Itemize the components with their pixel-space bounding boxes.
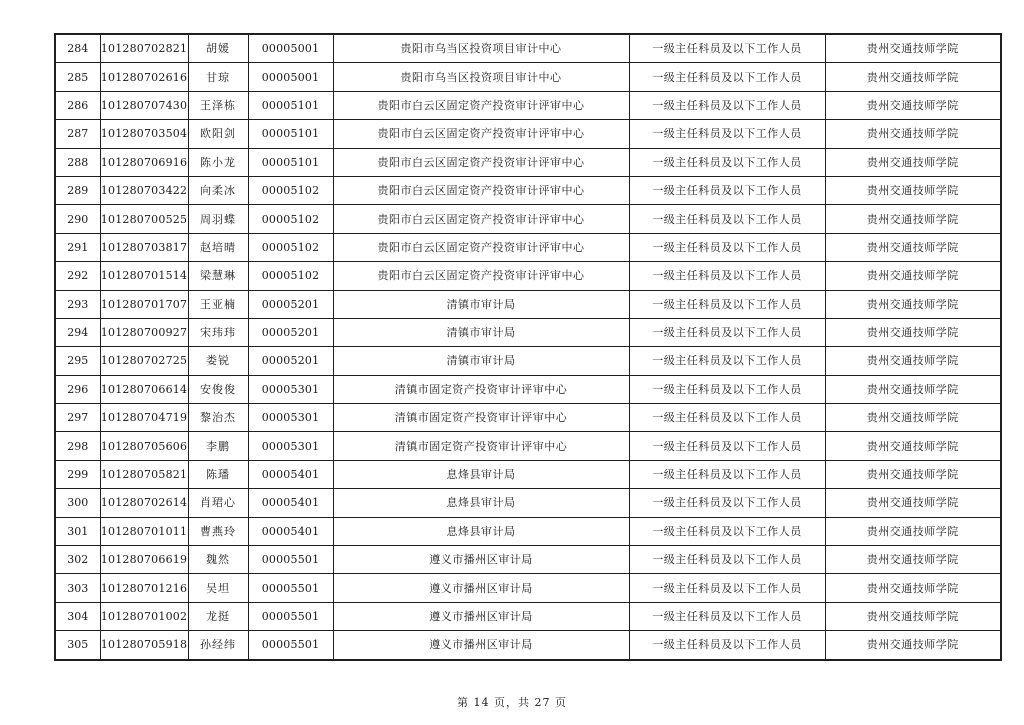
row-hiring-unit: 清镇市固定资产投资审计评审中心: [333, 404, 629, 432]
row-seq-number: 300: [55, 489, 100, 517]
row-position: 一级主任科员及以下工作人员: [629, 233, 825, 261]
row-candidate-name: 梁慧琳: [188, 262, 248, 290]
row-position: 一级主任科员及以下工作人员: [629, 460, 825, 488]
table-row: [55, 602, 1001, 630]
row-post-code: 00005101: [248, 148, 333, 176]
row-post-code: 00005201: [248, 347, 333, 375]
row-position: 一级主任科员及以下工作人员: [629, 631, 825, 660]
row-exam-site: 贵州交通技师学院: [825, 63, 1001, 91]
row-post-code: 00005401: [248, 517, 333, 545]
row-exam-site: 贵州交通技师学院: [825, 120, 1001, 148]
row-position: 一级主任科员及以下工作人员: [629, 290, 825, 318]
table-row: [55, 489, 1001, 517]
row-position: 一级主任科员及以下工作人员: [629, 602, 825, 630]
row-hiring-unit: 贵阳市白云区固定资产投资审计评审中心: [333, 233, 629, 261]
row-position: 一级主任科员及以下工作人员: [629, 432, 825, 460]
row-ticket-number: 101280701514: [100, 262, 188, 290]
table-row: [55, 205, 1001, 233]
row-candidate-name: 魏然: [188, 546, 248, 574]
row-post-code: 00005501: [248, 546, 333, 574]
row-post-code: 00005401: [248, 489, 333, 517]
row-seq-number: 298: [55, 432, 100, 460]
row-candidate-name: 陈璠: [188, 460, 248, 488]
table-row: [55, 290, 1001, 318]
row-seq-number: 304: [55, 602, 100, 630]
row-exam-site: 贵州交通技师学院: [825, 91, 1001, 119]
row-exam-site: 贵州交通技师学院: [825, 546, 1001, 574]
table-row: [55, 63, 1001, 91]
row-ticket-number: 101280702725: [100, 347, 188, 375]
row-candidate-name: 吴坦: [188, 574, 248, 602]
row-position: 一级主任科员及以下工作人员: [629, 34, 825, 63]
row-ticket-number: 101280707430: [100, 91, 188, 119]
row-seq-number: 293: [55, 290, 100, 318]
row-position: 一级主任科员及以下工作人员: [629, 91, 825, 119]
row-seq-number: 285: [55, 63, 100, 91]
table-row: [55, 404, 1001, 432]
row-post-code: 00005501: [248, 574, 333, 602]
table-row: [55, 460, 1001, 488]
row-ticket-number: 101280702616: [100, 63, 188, 91]
row-position: 一级主任科员及以下工作人员: [629, 120, 825, 148]
row-post-code: 00005001: [248, 63, 333, 91]
row-hiring-unit: 贵阳市乌当区投资项目审计中心: [333, 34, 629, 63]
table-row: [55, 120, 1001, 148]
row-seq-number: 297: [55, 404, 100, 432]
row-position: 一级主任科员及以下工作人员: [629, 63, 825, 91]
row-position: 一级主任科员及以下工作人员: [629, 262, 825, 290]
row-hiring-unit: 遵义市播州区审计局: [333, 574, 629, 602]
row-exam-site: 贵州交通技师学院: [825, 631, 1001, 660]
row-candidate-name: 孙经纬: [188, 631, 248, 660]
row-ticket-number: 101280702821: [100, 34, 188, 63]
row-position: 一级主任科员及以下工作人员: [629, 148, 825, 176]
row-exam-site: 贵州交通技师学院: [825, 460, 1001, 488]
row-ticket-number: 101280700927: [100, 318, 188, 346]
row-post-code: 00005401: [248, 460, 333, 488]
row-position: 一级主任科员及以下工作人员: [629, 347, 825, 375]
row-seq-number: 289: [55, 176, 100, 204]
row-exam-site: 贵州交通技师学院: [825, 404, 1001, 432]
table-row: [55, 631, 1001, 660]
row-candidate-name: 周羽蝶: [188, 205, 248, 233]
row-seq-number: 299: [55, 460, 100, 488]
row-seq-number: 288: [55, 148, 100, 176]
row-ticket-number: 101280701707: [100, 290, 188, 318]
table-row: [55, 262, 1001, 290]
row-post-code: 00005102: [248, 233, 333, 261]
table-row: [55, 91, 1001, 119]
row-position: 一级主任科员及以下工作人员: [629, 375, 825, 403]
row-exam-site: 贵州交通技师学院: [825, 262, 1001, 290]
row-ticket-number: 101280705918: [100, 631, 188, 660]
row-candidate-name: 赵培晴: [188, 233, 248, 261]
row-post-code: 00005101: [248, 91, 333, 119]
candidate-table: [54, 33, 1002, 661]
row-post-code: 00005201: [248, 318, 333, 346]
table-row: [55, 347, 1001, 375]
row-exam-site: 贵州交通技师学院: [825, 205, 1001, 233]
row-seq-number: 295: [55, 347, 100, 375]
table-row: [55, 34, 1001, 63]
row-hiring-unit: 遵义市播州区审计局: [333, 546, 629, 574]
table-row: [55, 546, 1001, 574]
row-ticket-number: 101280702614: [100, 489, 188, 517]
row-hiring-unit: 清镇市固定资产投资审计评审中心: [333, 432, 629, 460]
row-seq-number: 287: [55, 120, 100, 148]
table-row: [55, 176, 1001, 204]
row-exam-site: 贵州交通技师学院: [825, 233, 1001, 261]
row-exam-site: 贵州交通技师学院: [825, 432, 1001, 460]
row-hiring-unit: 贵阳市白云区固定资产投资审计评审中心: [333, 148, 629, 176]
row-post-code: 00005301: [248, 375, 333, 403]
candidate-table-body: [55, 34, 1001, 660]
row-position: 一级主任科员及以下工作人员: [629, 176, 825, 204]
table-row: [55, 233, 1001, 261]
row-seq-number: 294: [55, 318, 100, 346]
row-ticket-number: 101280706614: [100, 375, 188, 403]
table-row: [55, 517, 1001, 545]
row-seq-number: 301: [55, 517, 100, 545]
row-hiring-unit: 贵阳市白云区固定资产投资审计评审中心: [333, 91, 629, 119]
row-post-code: 00005501: [248, 631, 333, 660]
table-row: [55, 375, 1001, 403]
row-seq-number: 290: [55, 205, 100, 233]
row-candidate-name: 胡媛: [188, 34, 248, 63]
row-candidate-name: 李鹏: [188, 432, 248, 460]
row-candidate-name: 王泽栋: [188, 91, 248, 119]
row-candidate-name: 肖珺心: [188, 489, 248, 517]
row-hiring-unit: 贵阳市白云区固定资产投资审计评审中心: [333, 176, 629, 204]
row-candidate-name: 安俊俊: [188, 375, 248, 403]
row-position: 一级主任科员及以下工作人员: [629, 574, 825, 602]
row-candidate-name: 甘琼: [188, 63, 248, 91]
row-exam-site: 贵州交通技师学院: [825, 347, 1001, 375]
row-exam-site: 贵州交通技师学院: [825, 602, 1001, 630]
row-position: 一级主任科员及以下工作人员: [629, 404, 825, 432]
page-footer: 第 14 页，共 27 页: [457, 696, 567, 709]
row-exam-site: 贵州交通技师学院: [825, 148, 1001, 176]
row-exam-site: 贵州交通技师学院: [825, 318, 1001, 346]
row-seq-number: 305: [55, 631, 100, 660]
row-position: 一级主任科员及以下工作人员: [629, 517, 825, 545]
table-row: [55, 148, 1001, 176]
row-hiring-unit: 贵阳市白云区固定资产投资审计评审中心: [333, 262, 629, 290]
row-position: 一级主任科员及以下工作人员: [629, 489, 825, 517]
row-candidate-name: 向柔冰: [188, 176, 248, 204]
row-exam-site: 贵州交通技师学院: [825, 517, 1001, 545]
row-seq-number: 291: [55, 233, 100, 261]
row-candidate-name: 陈小龙: [188, 148, 248, 176]
row-exam-site: 贵州交通技师学院: [825, 574, 1001, 602]
row-position: 一级主任科员及以下工作人员: [629, 318, 825, 346]
row-hiring-unit: 息烽县审计局: [333, 460, 629, 488]
row-hiring-unit: 贵阳市白云区固定资产投资审计评审中心: [333, 120, 629, 148]
row-post-code: 00005102: [248, 176, 333, 204]
row-candidate-name: 龙挺: [188, 602, 248, 630]
row-post-code: 00005102: [248, 262, 333, 290]
row-ticket-number: 101280701011: [100, 517, 188, 545]
row-seq-number: 303: [55, 574, 100, 602]
row-candidate-name: 曹燕玲: [188, 517, 248, 545]
row-ticket-number: 101280705821: [100, 460, 188, 488]
row-ticket-number: 101280701216: [100, 574, 188, 602]
row-ticket-number: 101280703504: [100, 120, 188, 148]
row-candidate-name: 娄锐: [188, 347, 248, 375]
row-post-code: 00005101: [248, 120, 333, 148]
row-hiring-unit: 息烽县审计局: [333, 489, 629, 517]
row-candidate-name: 王亚楠: [188, 290, 248, 318]
row-ticket-number: 101280705606: [100, 432, 188, 460]
row-post-code: 00005201: [248, 290, 333, 318]
row-exam-site: 贵州交通技师学院: [825, 375, 1001, 403]
row-seq-number: 302: [55, 546, 100, 574]
row-hiring-unit: 清镇市审计局: [333, 347, 629, 375]
row-hiring-unit: 清镇市审计局: [333, 318, 629, 346]
row-seq-number: 296: [55, 375, 100, 403]
row-seq-number: 284: [55, 34, 100, 63]
table-row: [55, 432, 1001, 460]
row-candidate-name: 黎治杰: [188, 404, 248, 432]
row-position: 一级主任科员及以下工作人员: [629, 546, 825, 574]
row-post-code: 00005501: [248, 602, 333, 630]
row-hiring-unit: 遵义市播州区审计局: [333, 602, 629, 630]
row-hiring-unit: 息烽县审计局: [333, 517, 629, 545]
row-hiring-unit: 贵阳市白云区固定资产投资审计评审中心: [333, 205, 629, 233]
row-post-code: 00005102: [248, 205, 333, 233]
table-row: [55, 318, 1001, 346]
row-exam-site: 贵州交通技师学院: [825, 34, 1001, 63]
row-hiring-unit: 清镇市固定资产投资审计评审中心: [333, 375, 629, 403]
row-hiring-unit: 贵阳市乌当区投资项目审计中心: [333, 63, 629, 91]
row-ticket-number: 101280706916: [100, 148, 188, 176]
row-ticket-number: 101280700525: [100, 205, 188, 233]
table-row: [55, 574, 1001, 602]
row-exam-site: 贵州交通技师学院: [825, 489, 1001, 517]
row-hiring-unit: 清镇市审计局: [333, 290, 629, 318]
row-ticket-number: 101280701002: [100, 602, 188, 630]
row-ticket-number: 101280703422: [100, 176, 188, 204]
row-ticket-number: 101280706619: [100, 546, 188, 574]
row-ticket-number: 101280703817: [100, 233, 188, 261]
row-candidate-name: 欧阳剑: [188, 120, 248, 148]
row-exam-site: 贵州交通技师学院: [825, 290, 1001, 318]
row-candidate-name: 宋玮玮: [188, 318, 248, 346]
row-seq-number: 292: [55, 262, 100, 290]
document-page: [54, 33, 1000, 661]
row-ticket-number: 101280704719: [100, 404, 188, 432]
row-hiring-unit: 遵义市播州区审计局: [333, 631, 629, 660]
row-post-code: 00005001: [248, 34, 333, 63]
row-exam-site: 贵州交通技师学院: [825, 176, 1001, 204]
row-post-code: 00005301: [248, 432, 333, 460]
row-position: 一级主任科员及以下工作人员: [629, 205, 825, 233]
row-seq-number: 286: [55, 91, 100, 119]
row-post-code: 00005301: [248, 404, 333, 432]
